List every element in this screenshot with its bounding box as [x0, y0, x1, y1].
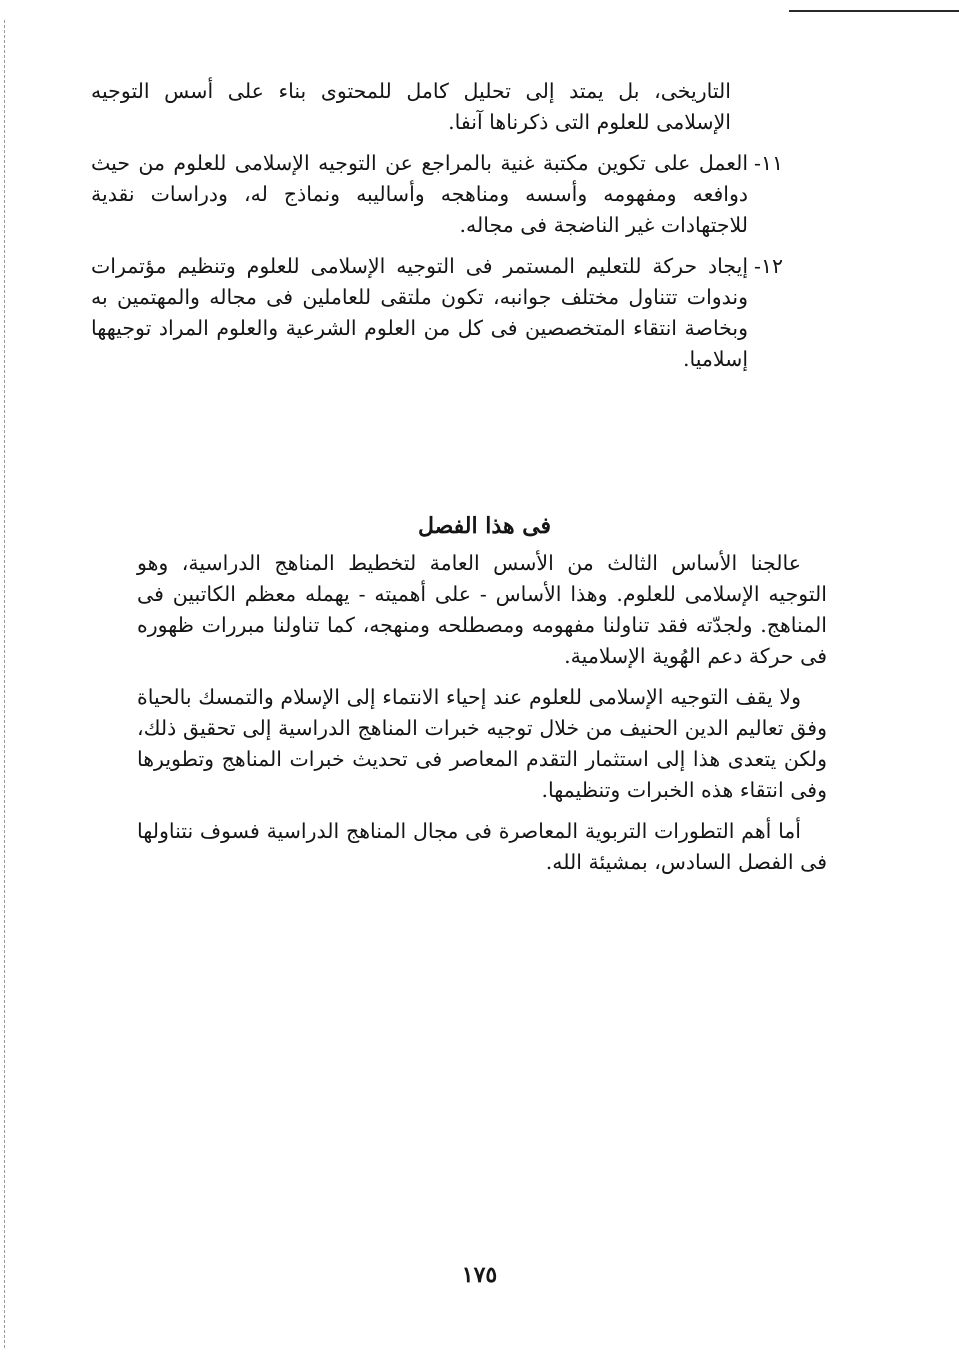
list-section — [91, 76, 783, 385]
summary-section — [137, 548, 827, 888]
list-item-number: ١٢- — [754, 254, 783, 278]
list-item — [91, 251, 783, 375]
page-number: ١٧٥ — [461, 1262, 498, 1288]
list-item-text: إيجاد حركة للتعليم المستمر فى التوجيه الإسلامى للعلوم وتنظيم مؤتمرات وندوات تتناول مختلف جوانبه، تكون ملتقى للعاملين فى مجاله والمهتمين به وبخاصة انتقاء المتخصصين فى كل من العلوم الشرعية والعلوم المراد توجيهها إسلاميا. — [91, 254, 749, 371]
paragraph: ولا يقف التوجيه الإسلامى للعلوم عند إحياء الانتماء إلى الإسلام والتمسك بالحياة وفق تعاليم الدين الحنيف من خلال توجيه خبرات المناهج الدراسية إلى تحقيق ذلك، ولكن يتعدى هذا إلى استثمار التقدم المعاصر فى تحديث خبرات المناهج وتطويرها وفى انتقاء هذه الخبرات وتنظيمها. — [137, 685, 827, 802]
list-item — [91, 148, 783, 241]
numbered-list — [91, 148, 783, 375]
continuation-text: التاريخى، بل يمتد إلى تحليل كامل للمحتوى بناء على أسس التوجيه الإسلامى للعلوم التى ذكرناها آنفا. — [91, 79, 731, 134]
paragraph: عالجنا الأساس الثالث من الأسس العامة لتخطيط المناهج الدراسية، وهو التوجيه الإسلامى للعلوم. وهذا الأساس - على أهميته - يهمله معظم الكاتبين فى المناهج. ولجدّته فقد تناولنا مفهومه ومصطلحه ومنهجه، كما تناولنا مبررات ظهوره فى حركة دعم الهُوية الإسلامية. — [137, 551, 827, 668]
list-item-text: العمل على تكوين مكتبة غنية بالمراجع عن التوجيه الإسلامى للعلوم من حيث دوافعه ومفهومه وأسسه ومناهجه وأساليبه ونماذج له، ودراسات نقدية للاجتهادات غير الناضجة فى مجاله. — [91, 151, 749, 237]
section-title: فى هذا الفصل — [417, 513, 552, 539]
list-item-number: ١١- — [754, 151, 783, 175]
paragraph: أما أهم التطورات التربوية المعاصرة فى مجال المناهج الدراسية فسوف نتناولها فى الفصل السادس، بمشيئة الله. — [137, 819, 827, 874]
